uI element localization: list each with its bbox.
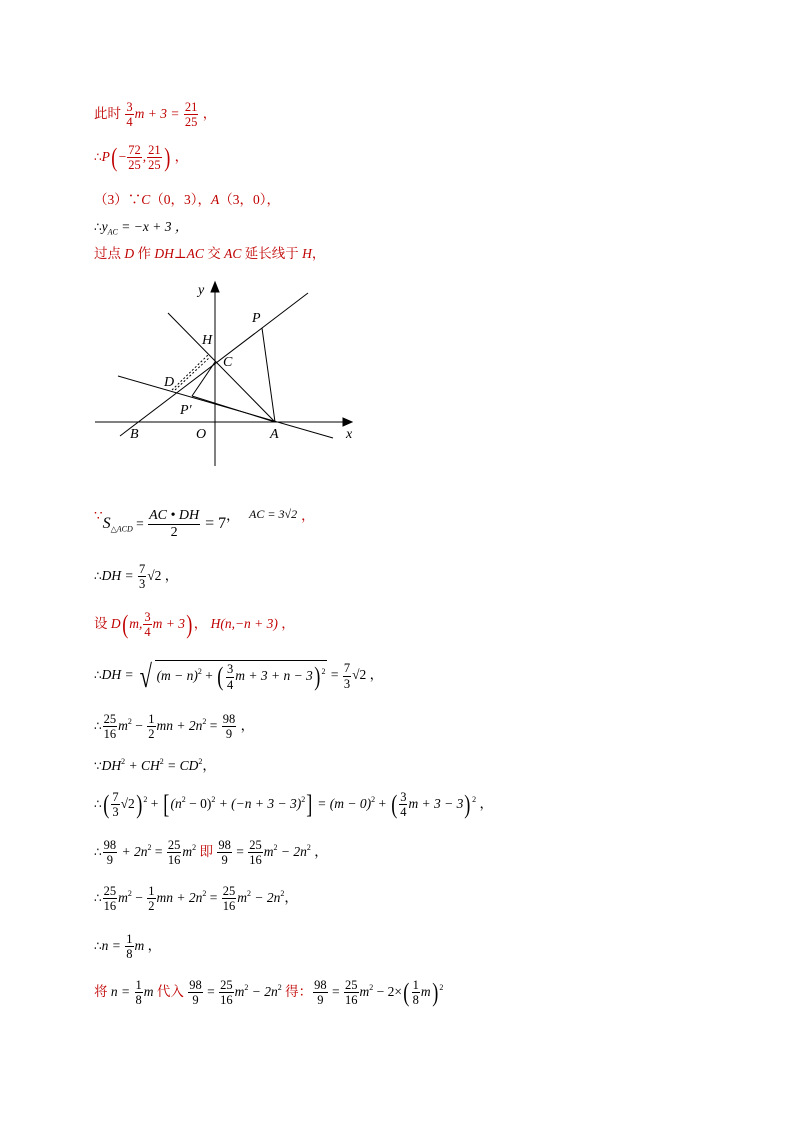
line-2: ∴P(− $\frac{72}{25}$ , $\frac{21}{25}$ ) ， bbox=[94, 142, 189, 173]
label-A: A bbox=[270, 427, 279, 442]
line-5: 过点 D 作 DH⊥AC 交 AC 延长线于 H， bbox=[94, 246, 326, 261]
segment-dh bbox=[172, 355, 208, 390]
fraction: $\frac{72}{25}$ bbox=[128, 143, 141, 173]
x-axis-arrow bbox=[343, 418, 352, 426]
fraction: $\frac{98}{9}$ bbox=[218, 838, 231, 868]
geometry-figure bbox=[90, 276, 370, 472]
label-O: O bbox=[196, 427, 207, 442]
line-12: ∴( $\frac{7}{3}$ $√2)^2 + [(n^2 - 0)^2 + (-n + 3 - 3)^2] = (m - 0)^2$ + ( $\frac{3}{4}$ m + 3 − 3)$^2$ ， bbox=[94, 789, 493, 820]
line-bp bbox=[120, 293, 308, 436]
line-1: 此时 $\frac{3}{4}$ m + 3 = $\frac{21}{25}$ ， bbox=[94, 100, 217, 130]
label-Pprime: P′ bbox=[180, 403, 192, 418]
fraction: $\frac{98}{9}$ bbox=[314, 978, 327, 1008]
line-9: ∴DH = √ $(m - n)^2$ + ( $\frac{3}{4}$ m + 3 + n − 3)$^2$ = $\frac{7}{3}$ √2 ， bbox=[94, 658, 384, 694]
fraction: $\frac{1}{8}$ bbox=[135, 978, 142, 1008]
fraction: $\frac{7}{3}$ bbox=[343, 661, 351, 691]
label-x: x bbox=[346, 427, 353, 442]
fraction: $\frac{25}{16}$ bbox=[167, 838, 181, 868]
fraction: $\frac{25}{16}$ bbox=[222, 884, 236, 914]
fraction: $\frac{AC • DH}{2}$ bbox=[149, 508, 200, 541]
fraction: $\frac{21}{25}$ bbox=[184, 100, 198, 130]
label-H: H bbox=[202, 333, 213, 348]
fraction: $\frac{1}{2}$ bbox=[148, 712, 155, 742]
fraction: $\frac{1}{8}$ bbox=[126, 932, 133, 962]
label-P: P bbox=[252, 311, 261, 326]
fraction: $\frac{25}{16}$ bbox=[249, 838, 262, 868]
fraction: $\frac{25}{16}$ bbox=[220, 978, 233, 1008]
label-B: B bbox=[130, 427, 139, 442]
line-15: ∴n = $\frac{1}{8}$ m ， bbox=[94, 932, 162, 962]
line-4: $\therefore y_{AC} = -x + 3$ ， bbox=[94, 219, 189, 237]
line-10: ∴ $\frac{25}{16}$ $m^2$ − $\frac{1}{2}$ mn + $2n^2$ = $\frac{98}{9}$ ， bbox=[94, 712, 255, 742]
fraction: $\frac{25}{16}$ bbox=[345, 978, 358, 1008]
label-D: D bbox=[164, 375, 175, 390]
fraction: $\frac{1}{2}$ bbox=[148, 884, 155, 914]
fraction: $\frac{98}{9}$ bbox=[222, 712, 236, 742]
fraction: $\frac{25}{16}$ bbox=[103, 712, 117, 742]
segment-pa bbox=[262, 328, 275, 422]
fraction: $\frac{7}{3}$ bbox=[112, 790, 119, 820]
text: 此时 bbox=[94, 105, 121, 121]
y-axis-arrow bbox=[211, 282, 219, 292]
line-13: ∴ $\frac{98}{9}$ + $2n^2$ = $\frac{25}{16}$ $m^2$ 即 $\frac{98}{9}$ = $\frac{25}{16}$ $m^2 - 2n^2$ ， bbox=[94, 838, 328, 868]
line-6: $\because S_{\triangle ACD}$ = $\frac{AC • DH}{2}$ = 7， AC = 3√2 ， bbox=[94, 507, 315, 541]
label-C: C bbox=[223, 355, 233, 370]
fraction: $\frac{98}{9}$ bbox=[189, 978, 202, 1008]
fraction: $\frac{25}{16}$ bbox=[103, 884, 117, 914]
line-14: ∴ $\frac{25}{16}$ $m^2$ − $\frac{1}{2}$ mn + $2n^2$ = $\frac{25}{16}$ $m^2 - 2n^2$， bbox=[94, 884, 298, 914]
fraction: $\frac{3}{4}$ bbox=[144, 610, 151, 640]
fraction: $\frac{1}{8}$ bbox=[412, 978, 419, 1008]
fraction: $\frac{3}{4}$ bbox=[126, 100, 133, 130]
line-11: $\because DH^2 + CH^2 = CD^2$， bbox=[94, 757, 216, 773]
line-3: （3）∵C（0，3），A（3，0）， bbox=[94, 192, 281, 207]
line-8: 设 D(m, $\frac{3}{4}$ m + 3)， H(n,−n + 3) ， bbox=[94, 609, 295, 640]
fraction: $\frac{3}{4}$ bbox=[400, 790, 407, 820]
line-7: ∴DH = $\frac{7}{3}$ √2 ， bbox=[94, 562, 179, 592]
fraction: $\frac{21}{25}$ bbox=[148, 143, 161, 173]
fraction: $\frac{3}{4}$ bbox=[226, 662, 234, 692]
line-16: 将 n = $\frac{1}{8}$ m 代入 $\frac{98}{9}$ = $\frac{25}{16}$ $m^2 - 2n^2$ 得： $\frac{98}{9}$ = $\frac{25}{16}$ $m^2 - 2\times$( $\frac{1}{8}$ m)$^2$ bbox=[94, 977, 444, 1008]
fraction: $\frac{98}{9}$ bbox=[103, 838, 117, 868]
label-y: y bbox=[198, 283, 205, 298]
fraction: $\frac{7}{3}$ bbox=[139, 562, 146, 592]
